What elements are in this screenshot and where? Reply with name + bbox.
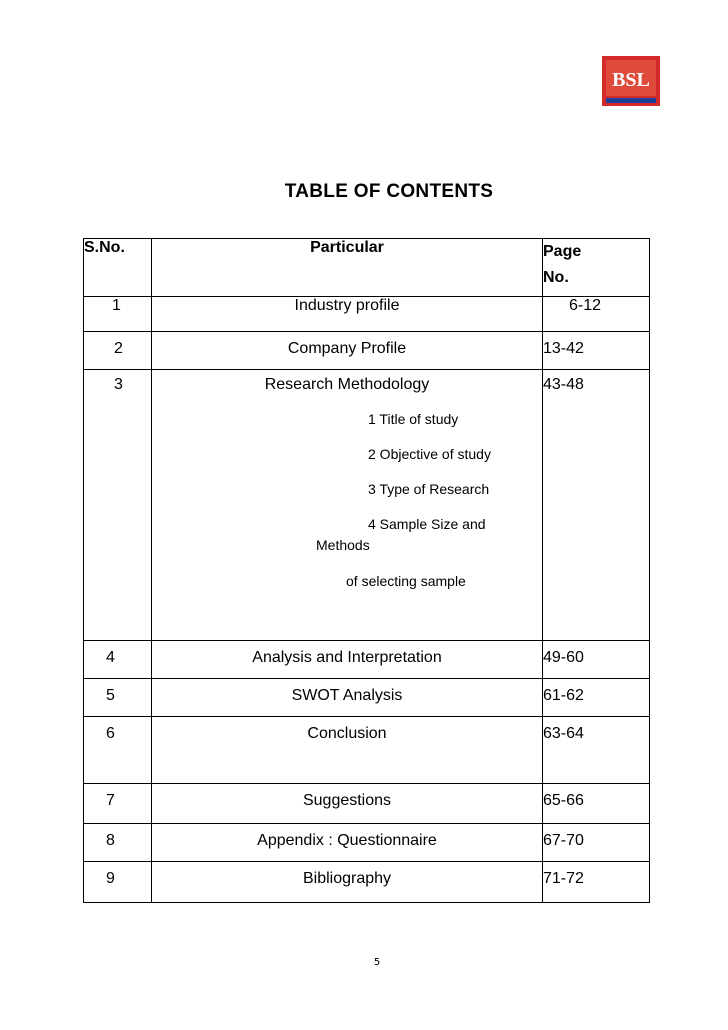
row-page: 65-66 — [543, 784, 650, 824]
table-row — [84, 370, 650, 641]
header-particular: Particular — [152, 239, 543, 297]
row-particular: Appendix : Questionnaire — [152, 824, 543, 862]
logo-icon — [602, 56, 660, 106]
header-sno: S.No. — [84, 239, 152, 297]
sub-item: 1 Title of study — [368, 411, 459, 427]
row-page: 43-48 — [543, 370, 650, 641]
sub-item: 4 Sample Size and — [368, 516, 486, 532]
sub-item: of selecting sample — [346, 573, 466, 589]
table-row — [84, 784, 650, 824]
header-page — [543, 239, 650, 297]
row-particular: SWOT Analysis — [152, 679, 543, 717]
row-sno: 7 — [84, 784, 152, 824]
row-sno: 2 — [84, 332, 152, 370]
sub-item: Methods — [316, 537, 370, 553]
row-page: 13-42 — [543, 332, 650, 370]
row-particular: Suggestions — [152, 784, 543, 824]
row-page: 61-62 — [543, 679, 650, 717]
row-sno: 9 — [84, 862, 152, 903]
header-page-line2: No. — [543, 269, 569, 286]
table-row — [84, 824, 650, 862]
institution-logo — [602, 56, 660, 106]
row-page: 49-60 — [543, 641, 650, 679]
header-page-line1: Page — [543, 243, 582, 260]
row-sno: 8 — [84, 824, 152, 862]
row-page: 63-64 — [543, 717, 650, 784]
table-row — [84, 297, 650, 332]
table-header-row — [84, 239, 650, 297]
row-sno: 5 — [84, 679, 152, 717]
table-row — [84, 641, 650, 679]
row-page: 71-72 — [543, 862, 650, 903]
row-particular: Conclusion — [152, 717, 543, 784]
svg-text:BSL: BSL — [612, 69, 650, 91]
table-row — [84, 679, 650, 717]
sub-item: 3 Type of Research — [368, 481, 490, 497]
sub-item: 2 Objective of study — [368, 446, 491, 462]
page-number: 5 — [373, 957, 381, 968]
row-particular: Research Methodology — [264, 376, 430, 393]
row-page: 67-70 — [543, 824, 650, 862]
row-particular-cell — [152, 370, 543, 641]
table-row — [84, 862, 650, 903]
table-row — [84, 332, 650, 370]
row-particular: Analysis and Interpretation — [152, 641, 543, 679]
page-title: TABLE OF CONTENTS — [284, 181, 494, 202]
row-sno: 3 — [84, 370, 152, 641]
row-page: 6-12 — [543, 297, 650, 332]
contents-table — [83, 238, 650, 903]
row-particular: Company Profile — [152, 332, 543, 370]
row-particular: Bibliography — [152, 862, 543, 903]
row-sno: 4 — [84, 641, 152, 679]
row-sno: 6 — [84, 717, 152, 784]
row-sno: 1 — [84, 297, 152, 332]
table-row — [84, 717, 650, 784]
row-particular: Industry profile — [152, 297, 543, 332]
